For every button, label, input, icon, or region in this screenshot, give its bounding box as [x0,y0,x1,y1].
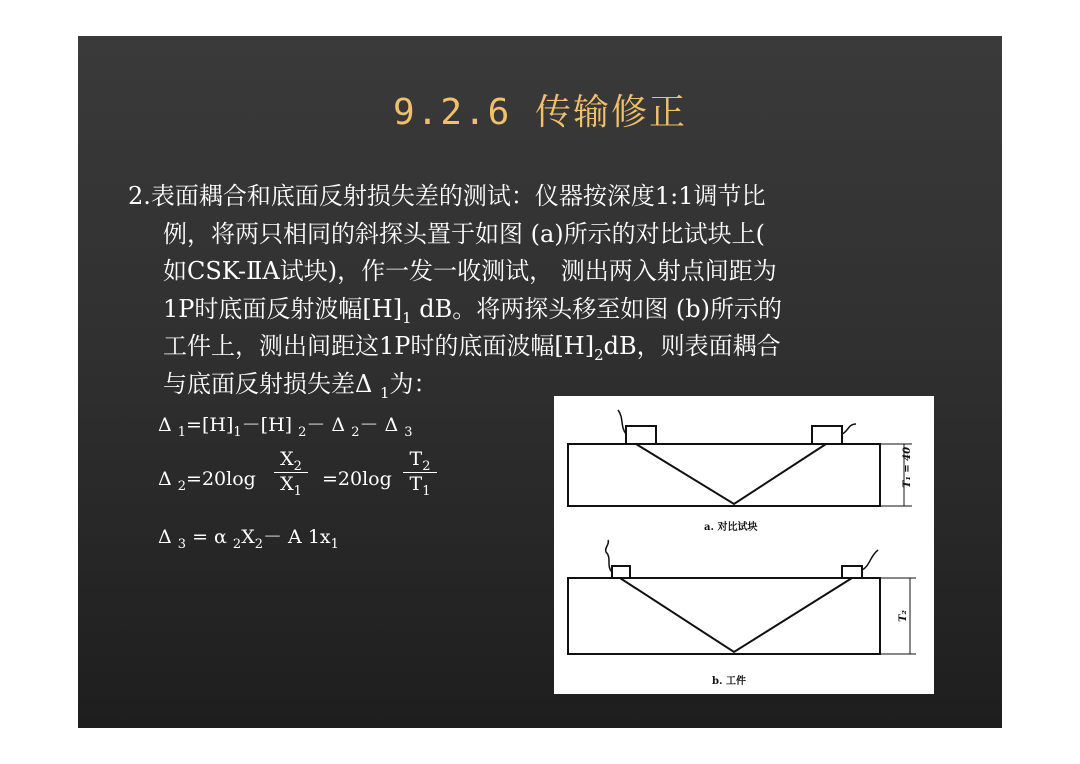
f1-sub: 1 [233,425,242,440]
probe-left-b [612,566,630,578]
probe-right-b [842,566,862,578]
beam-path-b [620,578,852,652]
formula-delta-2-mid: =20log [322,468,392,490]
num-text: X [280,448,294,470]
f1-sub: 2 [298,425,307,440]
f2-part: =20log [186,468,256,490]
den-sub: 1 [422,484,431,499]
line4-text: 1P时底面反射波幅[H] [163,294,403,323]
f2-sub: 2 [177,479,187,494]
cable-right-b [862,550,878,570]
f1-part: － Δ [359,414,405,436]
f3-sub: 2 [254,537,264,552]
fraction-x2-x1 [274,448,308,499]
line6-text-end: 为： [389,369,438,398]
num-sub: 2 [293,459,302,474]
f3-sub: 3 [177,537,187,552]
formula-delta-3 [158,522,339,552]
line6-subscript: 1 [379,383,390,402]
f1-sub: 2 [351,425,360,440]
fraction-t2-t1 [403,448,437,499]
fraction-numerator [403,448,437,473]
probe-right-a [812,426,842,444]
den-text: X [280,473,294,495]
paragraph-line-3: 如CSK-ⅡA试块)，作一发一收测试， 测出两入射点间距为 [163,257,777,285]
num-sub: 2 [422,459,431,474]
f3-part: Δ [158,526,178,548]
reference-block [568,444,880,506]
f3-part: － Α 1x [263,526,331,548]
paragraph-line-2: 例，将两只相同的斜探头置于如图 (a)所示的对比试块上( [163,219,766,248]
formula-delta-1 [158,410,413,440]
f3-part: X [241,526,255,548]
line5-text: 工件上，测出间距这1P时的底面波幅[H] [163,332,595,360]
f3-part: = α [186,526,233,548]
probe-diagram [554,396,934,694]
line4-subscript: 1 [402,308,412,327]
num-text: T [409,448,423,470]
caption-b: b. 工件 [712,676,746,687]
paragraph-line-5 [128,328,958,366]
f1-part: － Δ [306,414,352,436]
f3-sub: 1 [330,537,339,552]
f2-part: Δ [158,468,178,490]
body-paragraph [128,178,958,403]
thickness-label-a: T₁ = 40 [902,446,913,488]
f1-part: =[H] [186,414,234,436]
cable-left-a [618,410,626,434]
paragraph-line-4 [128,291,958,329]
slide [78,36,1002,728]
line5-subscript: 2 [594,346,604,364]
fraction-denominator [274,473,308,499]
line4-text-end: dB。将两探头移至如图 (b)所示的 [411,294,782,323]
line5-text-end: dB，则表面耦合 [603,332,781,360]
line6-text: 与底面反射损失差Δ [163,369,380,398]
fraction-denominator [403,473,437,499]
cable-right-a [842,424,856,434]
caption-a: a. 对比试块 [704,522,758,533]
slide-title: 9.2.6 传输修正 [392,92,688,133]
paragraph-line-1: 2.表面耦合和底面反射损失差的测试：仪器按深度1:1调节比 [128,182,766,210]
thickness-label-b: T₂ [898,610,909,622]
fraction-numerator [274,448,308,473]
den-sub: 1 [293,484,302,499]
f1-part: Δ [158,414,178,436]
figure-panel [554,396,934,694]
f1-part: －[H] [241,414,299,436]
formula-delta-2-lhs [158,468,256,494]
den-text: T [409,473,423,495]
beam-path-a [636,444,826,504]
f3-sub: 2 [232,537,242,552]
probe-left-a [626,426,656,444]
f1-sub: 3 [404,425,413,440]
f1-sub: 1 [177,425,187,440]
